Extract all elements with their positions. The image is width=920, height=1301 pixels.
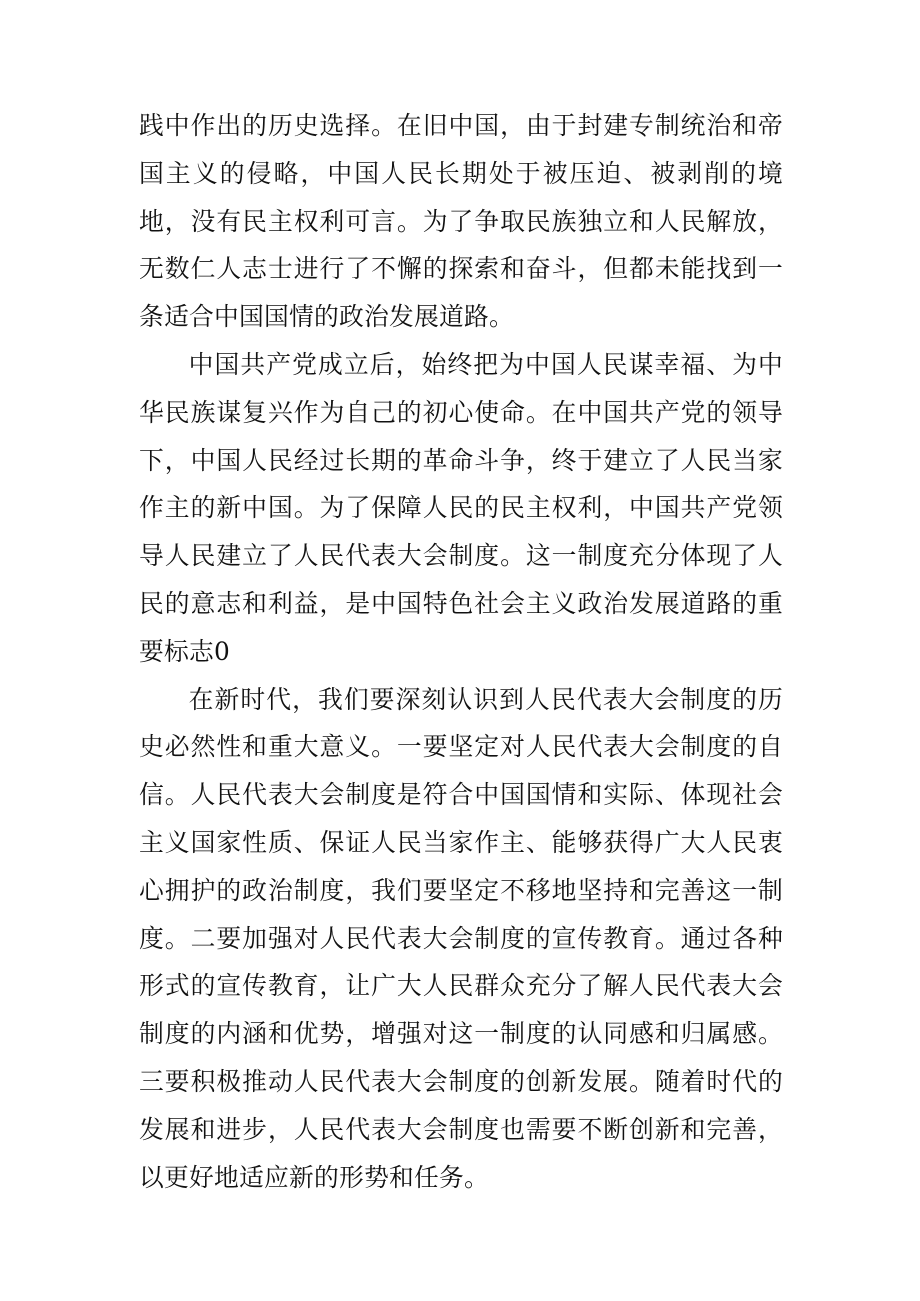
paragraph-continued: 践中作出的历史选择。在旧中国，由于封建专制统治和帝国主义的侵略，中国人民长期处于被压迫、被剥削的境地，没有民主权利可言。为了争取民族独立和人民解放，无数仁人志士进行了不懈的探索和奋斗，但都未能找到一条适合中国国情的政治发展道路。 bbox=[139, 111, 783, 332]
document-body bbox=[139, 102, 783, 1201]
paragraph-party-founding: 中国共产党成立后，始终把为中国人民谋幸福、为中华民族谋复兴作为自己的初心使命。在中国共产党的领导下，中国人民经过长期的革命斗争，终于建立了人民当家作主的新中国。为了保障人民的民主权利，中国共产党领导人民建立了人民代表大会制度。这一制度充分体现了人民的意志和利益，是中国特色社会主义政治发展道路的重要标志0 bbox=[139, 349, 783, 666]
paragraph-new-era: 在新时代，我们要深刻认识到人民代表大会制度的历史必然性和重大意义。一要坚定对人民代表大会制度的自信。人民代表大会制度是符合中国国情和实际、体现社会主义国家性质、保证人民当家作主、能够获得广大人民衷心拥护的政治制度，我们要坚定不移地坚持和完善这一制度。二要加强对人民代表大会制度的宣传教育。通过各种形式的宣传教育，让广大人民群众充分了解人民代表大会制度的内涵和优势，增强对这一制度的认同感和归属感。三要积极推动人民代表大会制度的创新发展。随着时代的发展和进步，人民代表大会制度也需要不断创新和完善，以更好地适应新的形势和任务。 bbox=[139, 684, 783, 1192]
